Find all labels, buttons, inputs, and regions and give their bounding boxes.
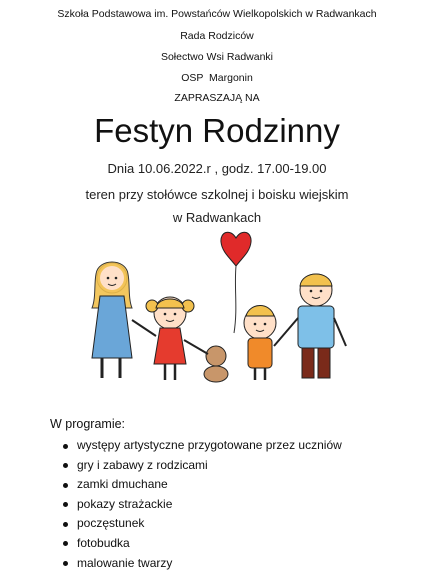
list-item: zamki dmuchane [61,475,342,495]
place-line-2: w Radwankach [172,210,262,225]
organizer-fire-brigade: OSP Margonin [181,72,253,84]
place-line-1: teren przy stołówce szkolnej i boisku wiejskim [85,187,349,202]
organizer-village: Sołectwo Wsi Radwanki [160,51,274,63]
organizer-school: Szkoła Podstawowa im. Powstańców Wielkopolskich w Radwankach [57,8,377,20]
date-line: Dnia 10.06.2022.r , godz. 17.00-19.00 [107,161,327,176]
list-item: poczęstunek [61,514,342,534]
program-heading: W programie: [50,417,126,431]
organizer-parents-council: Rada Rodziców [180,30,254,42]
list-item: fotobudka [61,534,342,554]
invite-line: ZAPRASZAJĄ NA [174,92,260,104]
family-holding-hands-with-balloon-and-dog-icon [70,228,370,390]
list-item: pokazy strażackie [61,495,342,515]
list-item: występy artystyczne przygotowane przez uczniów [61,436,342,456]
event-title: Festyn Rodzinny [94,112,340,149]
list-item: malowanie twarzy [61,554,342,573]
list-item: gry i zabawy z rodzicami [61,456,342,476]
program-list [61,436,342,573]
